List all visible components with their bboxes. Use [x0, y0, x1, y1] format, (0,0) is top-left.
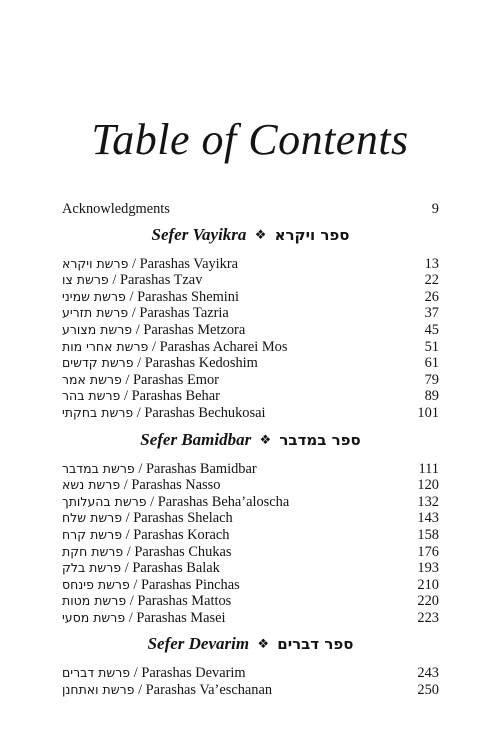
toc-entry[interactable] — [62, 305, 439, 322]
parasha-hebrew-name: פרשת קרח — [62, 526, 122, 542]
entry-title — [62, 477, 220, 494]
entry-page-number: 220 — [417, 593, 439, 610]
entry-page-number: 250 — [417, 682, 439, 699]
parasha-english-name: Parashas Chukas — [134, 543, 232, 560]
slash-separator: / — [120, 477, 132, 494]
parasha-english-name: Parashas Shemini — [137, 288, 239, 305]
parasha-english-name: Parashas Mattos — [137, 593, 232, 610]
slash-separator: / — [120, 388, 132, 405]
slash-separator: / — [121, 560, 133, 577]
section-title-hebrew: ספר במדבר — [279, 430, 361, 449]
slash-separator: / — [130, 665, 142, 682]
toc-entry[interactable] — [62, 577, 439, 594]
toc-entry[interactable] — [62, 665, 439, 682]
entry-title — [62, 665, 246, 682]
entry-page-number: 61 — [424, 355, 439, 372]
section-title-english: Sefer Vayikra — [151, 224, 247, 244]
entry-page-number: 143 — [417, 510, 439, 527]
toc-entry[interactable] — [62, 494, 439, 511]
toc-entry[interactable] — [62, 510, 439, 527]
slash-separator: / — [125, 288, 138, 305]
parasha-english-name: Parashas Kedoshim — [144, 355, 258, 372]
entry-page-number: 132 — [417, 493, 439, 510]
slash-separator: / — [148, 338, 160, 355]
slash-separator: / — [122, 526, 134, 543]
parasha-hebrew-name: פרשת שלח — [62, 510, 123, 526]
parasha-hebrew-name: פרשת בהעלותך — [62, 493, 147, 509]
toc-entry[interactable] — [62, 560, 439, 577]
entry-title — [62, 388, 220, 405]
diamond-ornament-icon: ❖ — [254, 227, 267, 243]
parasha-english-name: Parashas Metzora — [143, 321, 246, 338]
toc-entry[interactable] — [62, 461, 439, 478]
slash-separator: / — [134, 460, 146, 477]
entry-title — [62, 494, 289, 511]
section-entries-devarim — [62, 665, 439, 698]
toc-entry[interactable] — [62, 544, 439, 561]
slash-separator: / — [122, 510, 134, 527]
parasha-hebrew-name: פרשת ויקרא — [62, 255, 129, 271]
section-title-english: Sefer Devarim — [147, 634, 250, 654]
entry-page-number: 210 — [417, 576, 439, 593]
slash-separator: / — [128, 305, 140, 322]
parasha-hebrew-name: פרשת קדשים — [62, 355, 134, 371]
toc-entry[interactable] — [62, 372, 439, 389]
parasha-english-name: Parashas Nasso — [131, 477, 221, 494]
parasha-hebrew-name: פרשת בלק — [62, 560, 122, 576]
entry-title — [62, 355, 258, 372]
entry-page-number: 45 — [424, 321, 439, 338]
parasha-hebrew-name: פרשת חקת — [62, 543, 124, 559]
diamond-ornament-icon: ❖ — [257, 637, 269, 653]
entry-page-number: 223 — [417, 609, 439, 626]
slash-separator: / — [129, 576, 141, 593]
entry-page-number: 37 — [424, 305, 439, 322]
section-entries-vayikra — [62, 256, 439, 422]
parasha-english-name: Parashas Va’eschanan — [145, 682, 273, 699]
toc-entry[interactable] — [62, 610, 439, 627]
slash-separator: / — [121, 371, 134, 388]
entry-page-number: 158 — [417, 526, 439, 543]
parasha-english-name: Parashas Beha’aloscha — [157, 493, 290, 510]
slash-separator: / — [108, 272, 120, 289]
parasha-english-name: Parashas Tzav — [119, 272, 203, 289]
toc-entry[interactable] — [62, 322, 439, 339]
section-title-hebrew: ספר דברים — [277, 635, 354, 654]
entry-page-number: 26 — [424, 288, 439, 305]
toc-entry-acknowledgments[interactable] — [62, 201, 439, 218]
toc-entry[interactable] — [62, 272, 439, 289]
parasha-hebrew-name: פרשת פינחס — [62, 576, 130, 592]
parasha-english-name: Parashas Shelach — [133, 510, 233, 527]
entry-page-number: 101 — [417, 404, 439, 421]
toc-entry[interactable] — [62, 593, 439, 610]
entry-title — [62, 560, 220, 577]
toc-entry[interactable] — [62, 256, 439, 273]
entry-page-number: 89 — [424, 388, 439, 405]
parasha-english-name: Parashas Balak — [132, 560, 220, 577]
parasha-hebrew-name: פרשת שמיני — [62, 288, 126, 304]
entry-page-number: 120 — [417, 477, 439, 494]
entry-title — [62, 305, 229, 322]
parasha-english-name: Parashas Emor — [133, 371, 219, 388]
entry-title — [62, 544, 232, 561]
section-title-english: Sefer Bamidbar — [140, 429, 252, 449]
slash-separator: / — [125, 609, 137, 626]
entry-title — [62, 527, 230, 544]
section-heading-bamidbar — [62, 430, 439, 452]
parasha-hebrew-name: פרשת נשא — [62, 477, 121, 493]
parasha-hebrew-name: פרשת מצורע — [62, 321, 133, 337]
slash-separator: / — [126, 593, 138, 610]
entry-title — [62, 289, 239, 306]
entry-title — [62, 461, 257, 478]
toc-entry[interactable] — [62, 527, 439, 544]
section-entries-bamidbar — [62, 461, 439, 627]
entry-title — [62, 682, 272, 699]
parasha-hebrew-name: פרשת מסעי — [62, 609, 126, 625]
slash-separator: / — [146, 493, 158, 510]
toc-entry[interactable] — [62, 339, 439, 356]
toc-entry[interactable] — [62, 355, 439, 372]
entry-page-number: 111 — [418, 460, 439, 477]
parasha-hebrew-name: פרשת ואתחנן — [62, 682, 135, 698]
parasha-hebrew-name: פרשת צו — [62, 272, 109, 288]
page-title: Table of Contents — [91, 115, 409, 164]
entry-page-number: 13 — [424, 255, 439, 272]
entry-title — [62, 610, 225, 627]
entry-title — [62, 510, 233, 527]
acknowledgments-label: Acknowledgments — [62, 201, 170, 217]
toc-entry[interactable] — [62, 477, 439, 494]
entry-title — [62, 405, 265, 422]
parasha-english-name: Parashas Bamidbar — [145, 460, 257, 477]
section-title-hebrew: ספר ויקרא — [274, 225, 350, 244]
entry-page-number: 51 — [424, 338, 439, 355]
entry-title — [62, 339, 287, 356]
slash-separator: / — [133, 355, 145, 372]
parasha-hebrew-name: פרשת בהר — [62, 388, 121, 404]
entry-title — [62, 272, 202, 289]
entry-title — [62, 577, 240, 594]
parasha-hebrew-name: פרשת אמר — [62, 371, 122, 387]
parasha-hebrew-name: פרשת תזריע — [62, 305, 129, 321]
toc-entry[interactable] — [62, 682, 439, 699]
parasha-hebrew-name: פרשת דברים — [62, 665, 131, 681]
parasha-english-name: Parashas Korach — [133, 526, 230, 543]
slash-separator: / — [132, 321, 144, 338]
slash-separator: / — [133, 404, 145, 421]
entry-title — [62, 372, 219, 389]
parasha-hebrew-name: פרשת בחקתי — [62, 404, 134, 420]
toc-entry[interactable] — [62, 289, 439, 306]
acknowledgments-page-number: 9 — [431, 201, 439, 217]
parasha-english-name: Parashas Pinchas — [141, 576, 240, 593]
section-heading-vayikra — [62, 225, 439, 247]
parasha-hebrew-name: פרשת אחרי מות — [62, 338, 149, 354]
entry-title — [62, 322, 245, 339]
section-heading-devarim — [62, 634, 439, 656]
entry-title — [62, 256, 238, 273]
entry-page-number: 243 — [417, 665, 439, 682]
entry-title — [62, 593, 231, 610]
parasha-english-name: Parashas Vayikra — [139, 255, 239, 272]
diamond-ornament-icon: ❖ — [259, 432, 272, 448]
parasha-english-name: Parashas Tazria — [139, 305, 229, 322]
parasha-english-name: Parashas Bechukosai — [144, 404, 266, 421]
parasha-hebrew-name: פרשת במדבר — [62, 460, 135, 476]
parasha-english-name: Parashas Behar — [131, 388, 220, 405]
entry-page-number: 22 — [424, 272, 439, 289]
entry-page-number: 176 — [417, 543, 439, 560]
slash-separator: / — [134, 682, 146, 699]
toc-entry[interactable] — [62, 388, 439, 405]
table-of-contents — [62, 201, 439, 707]
entry-page-number: 79 — [424, 371, 439, 388]
parasha-english-name: Parashas Acharei Mos — [159, 338, 288, 355]
parasha-english-name: Parashas Masei — [136, 609, 226, 626]
parasha-english-name: Parashas Devarim — [141, 665, 246, 682]
parasha-hebrew-name: פרשת מטות — [62, 593, 127, 609]
slash-separator: / — [123, 543, 135, 560]
toc-entry[interactable] — [62, 405, 439, 422]
entry-page-number: 193 — [417, 560, 439, 577]
slash-separator: / — [128, 255, 140, 272]
